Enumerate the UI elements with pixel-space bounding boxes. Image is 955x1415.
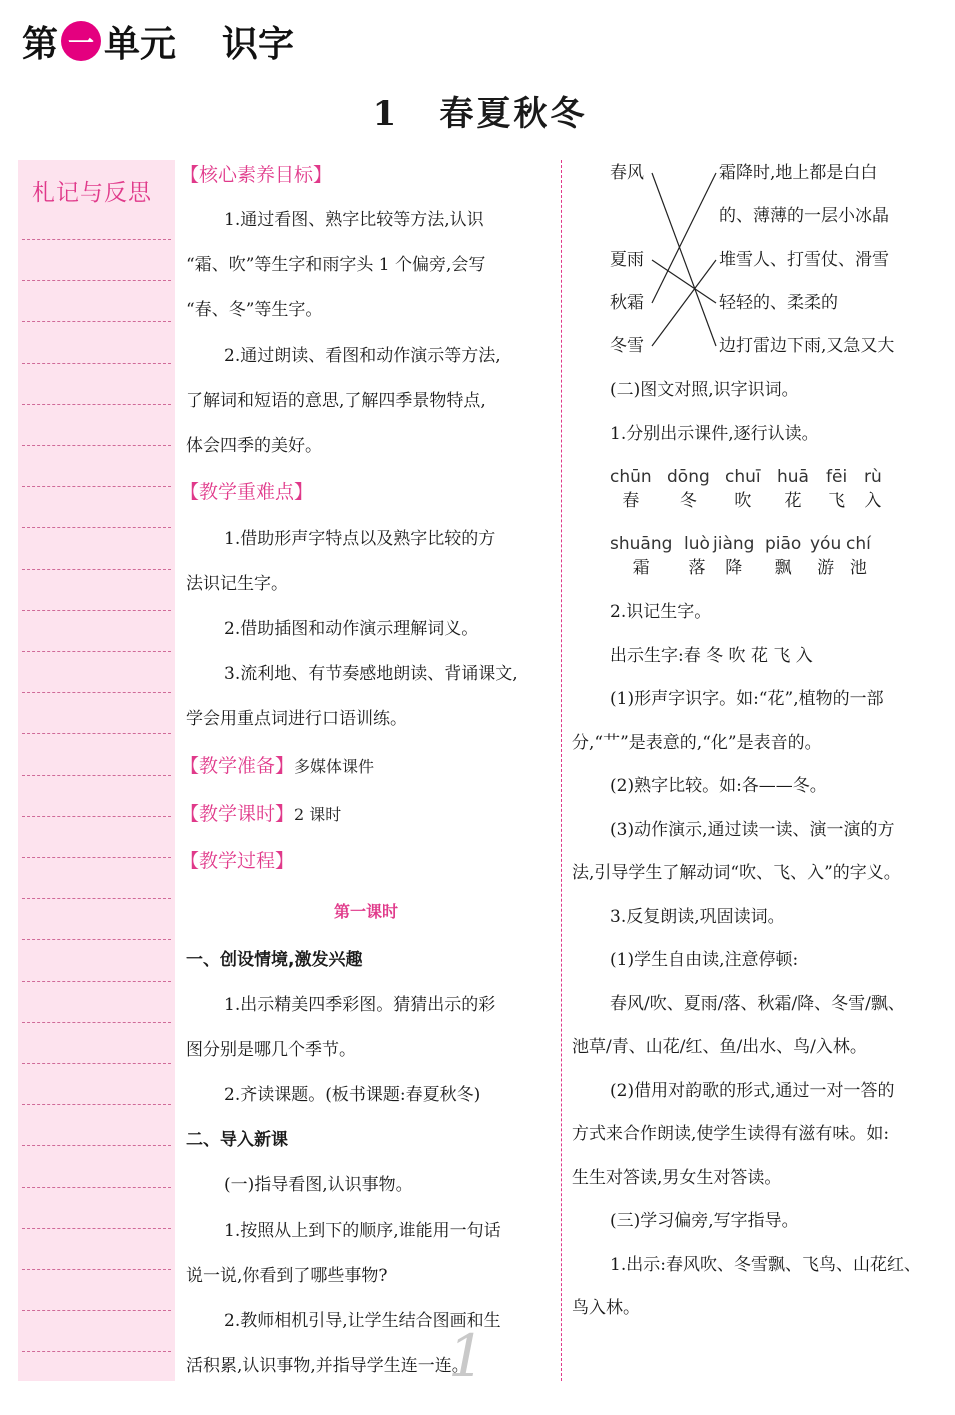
pinyin-cell [864, 465, 882, 513]
unit-topic: 识字 [222, 23, 295, 65]
r-line-3: 3.反复朗读,巩固读词。 [610, 907, 785, 927]
r-line-c2: 法,引导学生了解动词“吹、飞、入”的字义。 [572, 863, 901, 883]
goal-line-2: “霜、吹”等生字和雨字头 1 个偏旁,会写 [186, 255, 486, 275]
goal-line-4: 2.通过朗读、看图和动作演示等方法, [224, 346, 501, 366]
key-line-2: 法识记生字。 [186, 574, 288, 594]
hours-row [180, 801, 341, 828]
match-left-3: 秋霜 [610, 293, 644, 313]
r-line-a1: (1)形声字识字。如:“花”,植物的一部 [610, 689, 884, 709]
match-line-4 [652, 260, 716, 346]
section-2-heading: 二、导入新课 [186, 1130, 288, 1150]
pinyin-text: dōng [667, 467, 710, 487]
hanzi-text: 降 [725, 558, 743, 578]
note-line [22, 404, 171, 405]
note-line [22, 486, 171, 487]
note-line [22, 733, 171, 734]
note-line [22, 1187, 171, 1188]
pinyin-cell [684, 532, 710, 580]
notes-sidebar [18, 160, 175, 1381]
page-number: 1 [448, 1322, 485, 1390]
r-line-show: 出示生字:春 冬 吹 花 飞 入 [610, 646, 813, 666]
hours-value: 2 课时 [294, 805, 342, 824]
pinyin-cell [713, 532, 754, 580]
pinyin-cell [725, 465, 761, 513]
pinyin-text: chuī [725, 467, 761, 487]
match-right-2: 堆雪人、打雪仗、滑雪 [719, 250, 889, 270]
process-heading: 【教学过程】 [180, 850, 295, 872]
pinyin-text: chūn [610, 467, 652, 487]
hanzi-text: 飘 [774, 558, 792, 578]
note-line [22, 651, 171, 652]
note-line [22, 239, 171, 240]
note-line [22, 1022, 171, 1023]
note-line [22, 1310, 171, 1311]
match-left-2: 夏雨 [610, 250, 644, 270]
match-right-3: 轻轻的、柔柔的 [719, 293, 838, 313]
note-line [22, 1063, 171, 1064]
pinyin-cell [667, 465, 710, 513]
match-left-1: 春风 [610, 163, 644, 183]
lesson-title [340, 86, 620, 135]
prep-heading: 【教学准备】 [180, 755, 295, 777]
section-1-heading: 一、创设情境,激发兴趣 [186, 950, 363, 970]
r-line-3b2: 方式来合作朗读,使学生读得有滋有味。如: [572, 1124, 890, 1144]
pinyin-cell [826, 465, 847, 513]
match-line-2 [652, 260, 716, 303]
r-line-1: 1.分别出示课件,逐行认读。 [610, 424, 819, 444]
note-line [22, 1145, 171, 1146]
pinyin-cell [810, 532, 841, 580]
r-line-3a: (1)学生自由读,注意停顿: [610, 950, 799, 970]
match-right-1b: 的、薄薄的一层小冰晶 [719, 206, 889, 226]
note-line [22, 939, 171, 940]
goal-line-5: 了解词和短语的意思,了解四季景物特点, [186, 391, 486, 411]
prep-row [180, 753, 374, 780]
hanzi-text: 花 [784, 491, 802, 511]
hours-heading: 【教学课时】 [180, 803, 295, 825]
key-line-4: 3.流利地、有节奏感地朗读、背诵课文, [224, 664, 518, 684]
goal-heading: 【核心素养目标】 [180, 164, 333, 186]
r-line-b: (2)熟字比较。如:各——冬。 [610, 776, 827, 796]
note-line [22, 898, 171, 899]
hanzi-text: 入 [864, 491, 882, 511]
note-line [22, 692, 171, 693]
s1-line-1: 1.出示精美四季彩图。猜猜出示的彩 [224, 995, 496, 1015]
hanzi-text: 飞 [828, 491, 846, 511]
pinyin-text: jiàng [713, 534, 755, 554]
r-line-c1: (3)动作演示,通过读一读、演一演的方 [610, 820, 895, 840]
r-line-3b3: 生生对答读,男女生对答读。 [572, 1168, 782, 1188]
note-line [22, 280, 171, 281]
note-line [22, 1269, 171, 1270]
pinyin-text: piāo [765, 534, 802, 554]
s2-line-4: 活积累,认识事物,并指导学生连一连。 [186, 1356, 469, 1376]
s1-line-2: 图分别是哪几个季节。 [186, 1040, 356, 1060]
pinyin-text: shuāng [610, 534, 673, 554]
note-line [22, 1228, 171, 1229]
sidebar-title: 札记与反思 [32, 180, 152, 206]
sub-3: (三)学习偏旁,写字指导。 [610, 1211, 799, 1231]
hanzi-text: 池 [849, 558, 867, 578]
match-lines [572, 160, 940, 360]
unit-suffix: 单元 [104, 23, 177, 65]
pinyin-text: luò [684, 534, 710, 554]
s1-line-3: 2.齐读课题。(板书课题:春夏秋冬) [224, 1085, 481, 1105]
note-line [22, 363, 171, 364]
note-line [22, 775, 171, 776]
pinyin-text: yóu [810, 534, 842, 554]
note-line [22, 816, 171, 817]
match-left-4: 冬雪 [610, 336, 644, 356]
hanzi-text: 霜 [632, 558, 650, 578]
note-line [22, 610, 171, 611]
s2-line-1: 1.按照从上到下的顺序,谁能用一句话 [224, 1221, 501, 1241]
key-line-1: 1.借助形声字特点以及熟字比较的方 [224, 529, 496, 549]
goal-line-3: “春、冬”等生字。 [186, 300, 323, 320]
r-line-3a-text1: 春风/吹、夏雨/落、秋霜/降、冬雪/飘、 [610, 994, 905, 1014]
note-line [22, 527, 171, 528]
prep-value: 多媒体课件 [294, 757, 375, 776]
r-line-3a-text2: 池草/青、山花/红、鱼/出水、鸟/入林。 [572, 1037, 867, 1057]
note-line [22, 569, 171, 570]
pinyin-cell [765, 532, 801, 580]
unit-heading [22, 14, 294, 68]
s2-line-3: 2.教师相机引导,让学生结合图画和生 [224, 1311, 501, 1331]
pinyin-cell [846, 532, 871, 580]
r-line-2: 2.识记生字。 [610, 602, 712, 622]
note-line [22, 1104, 171, 1105]
pinyin-text: fēi [826, 467, 848, 487]
hanzi-text: 落 [688, 558, 706, 578]
hanzi-text: 春 [622, 491, 640, 511]
pinyin-cell [777, 465, 809, 513]
column-divider [561, 160, 562, 1381]
note-line [22, 321, 171, 322]
unit-prefix: 第 [22, 23, 59, 65]
sub-2: (二)图文对照,识字识词。 [610, 380, 799, 400]
match-line-3 [652, 173, 716, 303]
s2-line-2: 说一说,你看到了哪些事物? [186, 1266, 388, 1286]
pinyin-cell [610, 465, 652, 513]
period-label: 第一课时 [333, 902, 398, 921]
pinyin-cell [610, 532, 672, 580]
r-line-4b: 鸟入林。 [572, 1298, 640, 1318]
note-line [22, 1351, 171, 1352]
goal-line-6: 体会四季的美好。 [186, 436, 322, 456]
unit-number-badge: 一 [61, 21, 101, 61]
r-line-4a: 1.出示:春风吹、冬雪飘、飞鸟、山花红、 [610, 1255, 921, 1275]
r-line-a2: 分,“艹”是表意的,“化”是表音的。 [572, 733, 822, 753]
pinyin-text: huā [777, 467, 809, 487]
goal-line-1: 1.通过看图、熟字比较等方法,认识 [224, 210, 484, 230]
hanzi-text: 冬 [679, 491, 697, 511]
lesson-name: 春夏秋冬 [439, 94, 588, 134]
r-line-3b1: (2)借用对韵歌的形式,通过一对一答的 [610, 1081, 895, 1101]
lesson-number: 1 [372, 94, 400, 134]
key-line-3: 2.借助插图和动作演示理解词义。 [224, 619, 479, 639]
key-heading: 【教学重难点】 [180, 481, 314, 503]
pinyin-text: chí [846, 534, 871, 554]
note-line [22, 981, 171, 982]
s2-sub: (一)指导看图,认识事物。 [224, 1175, 413, 1195]
key-line-5: 学会用重点词进行口语训练。 [186, 709, 407, 729]
pinyin-text: rù [864, 467, 882, 487]
note-line [22, 445, 171, 446]
hanzi-text: 游 [817, 558, 835, 578]
match-right-1: 霜降时,地上都是白白 [719, 163, 878, 183]
note-line [22, 857, 171, 858]
hanzi-text: 吹 [734, 491, 752, 511]
match-right-4: 边打雷边下雨,又急又大 [719, 336, 895, 356]
match-line-1 [652, 173, 716, 346]
